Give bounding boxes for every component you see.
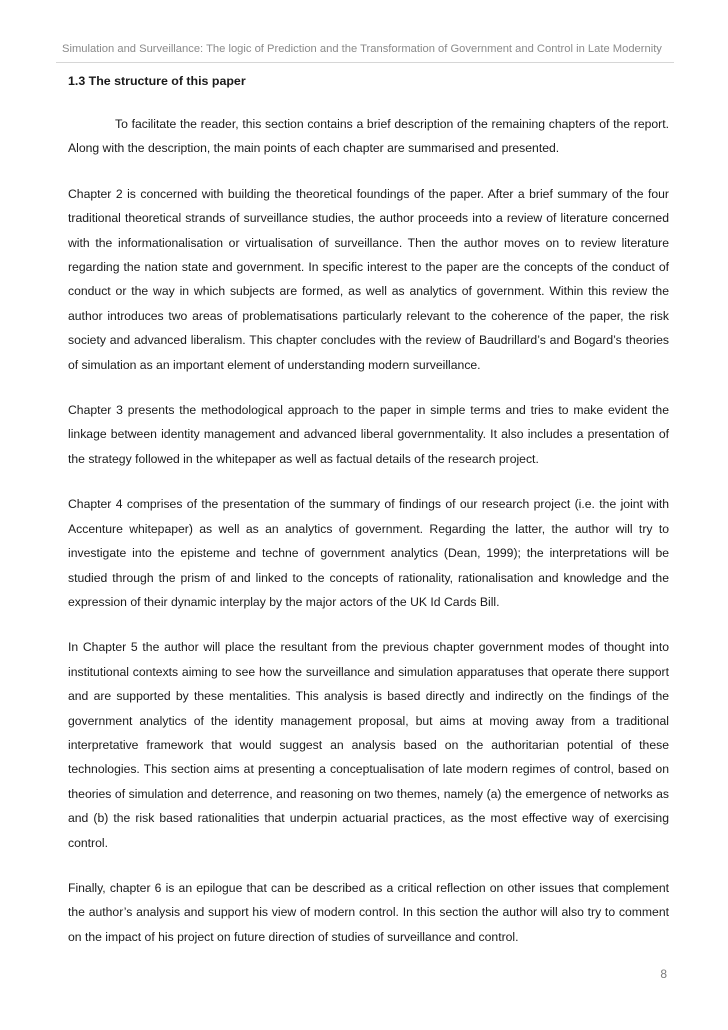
page-number: 8 [660,967,667,981]
paragraph-chapter-3: Chapter 3 presents the methodological approach to the paper in simple terms and tries to make evident the linkage between identity management and advanced liberal governmentality. It also includes a presentation of the strategy followed in the whitepaper as well as factual details of the research project. [68,403,669,466]
paragraph-chapter-4: Chapter 4 comprises of the presentation of the summary of findings of our research project (i.e. the joint with Accenture whitepaper) as well as an analytics of government. Regarding the latter, the author will try to investigate into the episteme and techne of government analytics (Dean, 1999); the interpretations will be studied through the prism of and linked to the concepts of rationality, rationalisation and knowledge and the expression of their dynamic interplay by the major actors of the UK Id Cards Bill. [68,497,669,609]
running-header: Simulation and Surveillance: The logic of Prediction and the Transformation of Government and Control in Late Modernity [62,43,662,55]
paragraph-chapter-6: Finally, chapter 6 is an epilogue that can be described as a critical reflection on other issues that complement the author’s analysis and support his view of modern control. In this section the author will also try to comment on the impact of his project on future direction of studies of surveillance and control. [68,880,669,944]
paragraph-chapter-5: In Chapter 5 the author will place the resultant from the previous chapter government modes of thought into institutional contexts aiming to see how the surveillance and simulation apparatuses that operate there support and are supported by these mentalities. This analysis is based directly and indirectly on the findings of the government analytics of the identity management proposal, but aims at moving away from a traditional interpretative framework that would suggest an analysis based on the authoritarian potential of these technologies. This section aims at presenting a conceptualisation of late modern regimes of control, based on theories of simulation and deterrence, and reasoning on two themes, namely (a) the emergence of networks as and (b) the risk based rationalities that underpin actuarial practices, as the most effective way of exercising control. [68,640,669,850]
paragraph-introduction: To facilitate the reader, this section contains a brief description of the remaining chapters of the report. Along with the description, the main points of each chapter are summarised and presented. [68,117,669,156]
body-text [68,112,669,970]
section-heading: 1.3 The structure of this paper [68,74,246,88]
paragraph-chapter-2: Chapter 2 is concerned with building the theoretical foundings of the paper. After a brief summary of the four traditional theoretical strands of surveillance studies, the author proceeds into a review of literature concerned with the informationalisation or virtualisation of surveillance. Then the author moves on to review literature regarding the nation state and government. In specific interest to the paper are the concepts of the conduct of conduct or the way in which subjects are formed, as well as analytics of government. Within this review the author introduces two areas of problematisations particularly relevant to the coherence of the paper, the risk society and advanced liberalism. This chapter concludes with the review of Baudrillard’s and Bogard’s theories of simulation as an important element of understanding modern surveillance. [68,186,669,372]
header-divider [56,62,674,63]
